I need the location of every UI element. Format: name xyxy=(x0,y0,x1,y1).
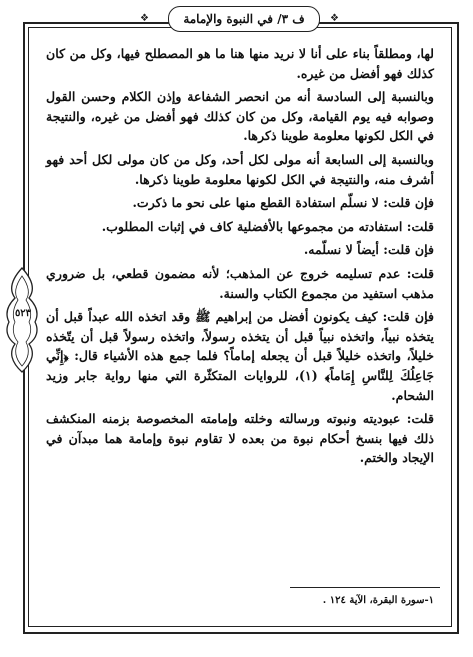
paragraph: قلت: استفادته من مجموعها بالأفضلية كاف في إثبات المطلوب. xyxy=(101,218,434,234)
paragraph: وبالنسبة إلى السادسة أنه من انحصر الشفاعة وإذن الكلام وحسن القول وصوابه فيه يوم القيامة، وكل من كان كذلك فهو أفضل من غيره، والنتيجة في الكل لكونها معلومة طوينا ذكرها. xyxy=(46,89,434,144)
footnote-divider xyxy=(290,587,440,588)
header-ornament-left: ❖ xyxy=(140,13,149,24)
header-title: ف ٣/ في النبوة والإمامة xyxy=(183,12,305,26)
paragraph: فإن قلت: أيضاً لا نسلّمه. xyxy=(303,242,434,258)
paragraph: فإن قلت: كيف يكونون أفضل من إبراهيم ﷺ وقد اتخذه الله عبداً قبل أن يتخذه نبياً، واتخذه نبياً قبل أن يتخذه رسولاً، واتخذه رسولاً قبل أن يتّخذه خليلاً، واتخذه خليلاً قبل أن يجعله إماماً؟ فلما جمع هذه الأشياء قال: ﴿إِنِّي جَاعِلُكَ لِلنَّاسِ إِمَاماً﴾ (١)، للروايات المتكثّرة التي منها رواية جابر وزيد الشحام. xyxy=(46,309,434,403)
footnote: ١-سورة البقرة، الآية ١٢٤ . xyxy=(322,595,434,606)
header-ornament-right: ❖ xyxy=(330,13,339,24)
paragraph: لها، ومطلقاً بناء على أنا لا نريد منها هنا ما هو المصطلح فيها، وكل من كان كذلك فهو أفضل من غيره. xyxy=(46,46,434,81)
paragraph: قلت: عبوديته ونبوته ورسالته وخلته وإمامته المخصوصة بزمنه المنكشف ذلك فيها بنسخ أحكام نبوة من بعده لا تقاوم نبوة وإمامة هما مبدآن في الإيجاد والختم. xyxy=(46,411,434,466)
page-number: ٥٢٣ xyxy=(14,308,32,319)
paragraph: قلت: عدم تسليمه خروج عن المذهب؛ لأنه مضمون قطعي، بل ضروري مذهب استفيد من مجموع الكتاب والسنة. xyxy=(46,265,434,301)
paragraph: وبالنسبة إلى السابعة أنه مولى لكل أحد، وكل من كان مولى لكل أحد فهو أشرف منه، والنتيجة في الكل لكونها معلومة طوينا ذكرها. xyxy=(46,151,434,187)
running-header xyxy=(168,6,320,32)
paragraph: فإن قلت: لا نسلّم استفادة القطع منها على نحو ما ذكرت. xyxy=(132,195,434,211)
page-number-ornament xyxy=(3,266,41,374)
main-text xyxy=(46,44,434,472)
